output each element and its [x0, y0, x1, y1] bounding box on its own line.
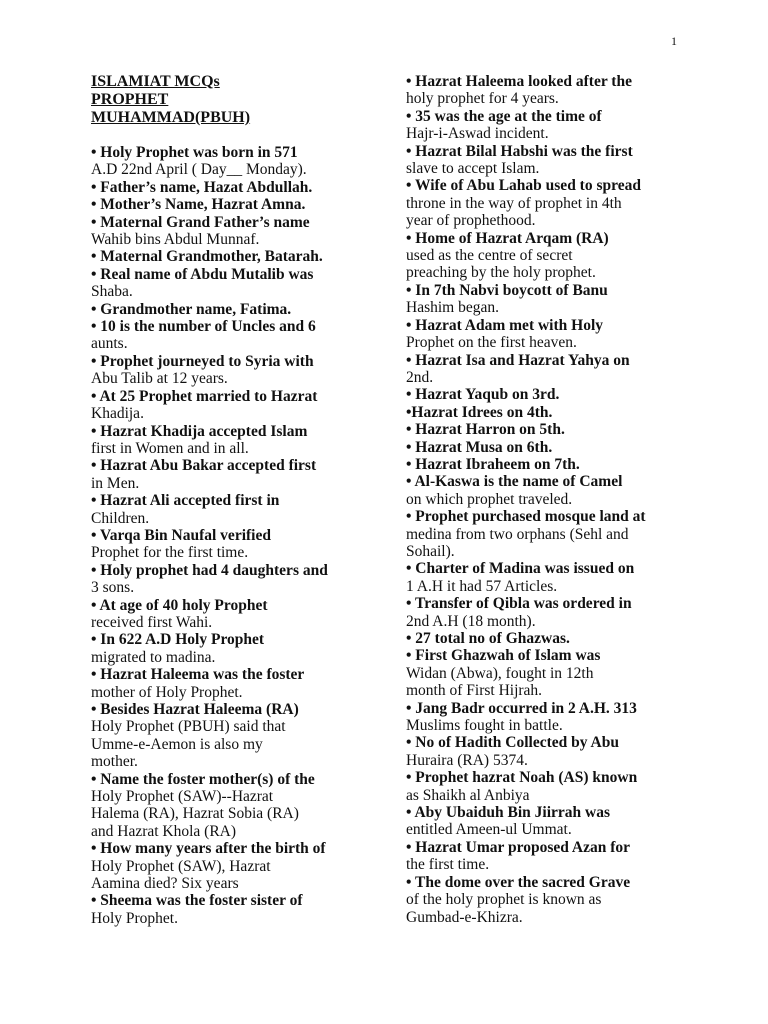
mcq-item [406, 700, 706, 735]
mcq-item [91, 666, 369, 701]
mcq-item [91, 771, 369, 841]
left-column [91, 73, 369, 927]
mcq-item-lead: • Holy Prophet was born in 571 [91, 144, 298, 161]
mcq-item-text: 3 sons. [91, 579, 135, 597]
mcq-item [406, 769, 706, 804]
mcq-item-text: used as the centre of secret preaching by the holy prophet. [406, 247, 596, 282]
mcq-item [406, 804, 706, 839]
mcq-item-lead: • Hazrat Yaqub on 3rd. [406, 386, 560, 404]
mcq-item-lead: • Sheema was the foster sister of [91, 892, 303, 910]
mcq-item-lead: • Hazrat Adam met with Holy [406, 316, 603, 334]
mcq-item-lead: • 35 was the age at the time of [406, 107, 602, 125]
mcq-item [91, 492, 369, 527]
mcq-item [406, 874, 706, 926]
mcq-item-text: Prophet on the first heaven. [406, 334, 577, 352]
mcq-item [91, 527, 369, 562]
mcq-item-lead: • First Ghazwah of Islam was [406, 647, 601, 665]
mcq-item-lead: • Al-Kaswa is the name of Camel [406, 473, 623, 491]
mcq-item [91, 318, 369, 353]
mcq-item-lead: • 10 is the number of Uncles and 6 [91, 318, 316, 336]
mcq-item-lead: • Prophet purchased mosque land at [406, 508, 646, 526]
mcq-item [406, 456, 706, 473]
mcq-item-text: throne in the way of prophet in 4th year of prophethood. [406, 194, 622, 230]
mcq-item-text: in Men. [91, 474, 140, 492]
mcq-item-lead: • Hazrat Ibraheem on 7th. [406, 455, 580, 473]
mcq-item [91, 388, 369, 423]
mcq-item-text: Holy Prophet (SAW), Hazrat Aamina died? Six years [91, 857, 271, 893]
mcq-item-lead: • Varqa Bin Naufal verified [91, 526, 271, 544]
mcq-item [91, 597, 369, 632]
mcq-item [91, 840, 369, 892]
page-number: 1 [671, 34, 677, 48]
mcq-item [91, 144, 369, 179]
title-line: MUHAMMAD(PBUH) [91, 109, 251, 126]
mcq-item-text: of the holy prophet is known as Gumbad-e-Khizra. [406, 891, 602, 926]
mcq-item-text: Prophet for the first time. [91, 544, 249, 562]
right-mcq-list [406, 73, 706, 926]
mcq-item-lead: • Father’s name, Hazat Abdullah. [91, 178, 313, 196]
mcq-item [406, 595, 706, 630]
mcq-item-lead: • Hazrat Haleema looked after the [406, 73, 632, 90]
mcq-item-text: holy prophet for 4 years. [406, 90, 559, 108]
mcq-item-lead: • Name the foster mother(s) of the [91, 770, 315, 788]
mcq-item-lead: • Hazrat Musa on 6th. [406, 438, 553, 456]
mcq-item-lead: • The dome over the sacred Grave [406, 873, 631, 891]
mcq-item [406, 473, 706, 508]
mcq-item-text: Abu Talib at 12 years. [91, 370, 228, 388]
mcq-item-text: 1 A.H it had 57 Articles. [406, 577, 558, 595]
mcq-item-lead: • Hazrat Abu Bakar accepted first [91, 457, 317, 475]
mcq-item-lead: • Transfer of Qibla was ordered in [406, 595, 632, 613]
mcq-item-text: Muslims fought in battle. [406, 717, 563, 735]
mcq-item-text: entitled Ameen-ul Ummat. [406, 821, 572, 839]
mcq-item [91, 701, 369, 771]
document-title [91, 73, 369, 127]
mcq-item-text: Shaba. [91, 283, 133, 301]
mcq-item-text: Holy Prophet (PBUH) said that Umme-e-Aemon is also my mother. [91, 718, 286, 771]
mcq-item-text: Widan (Abwa), fought in 12th month of First Hijrah. [406, 664, 594, 700]
mcq-item-text: Wahib bins Abdul Munnaf. [91, 231, 260, 249]
mcq-item-lead: • Prophet hazrat Noah (AS) known [406, 769, 638, 787]
mcq-item-lead: • Maternal Grand Father’s name [91, 213, 310, 231]
mcq-item-lead: • Real name of Abdu Mutalib was [91, 265, 314, 283]
mcq-item-lead: • At 25 Prophet married to Hazrat [91, 387, 318, 405]
title-line: ISLAMIAT MCQs [91, 73, 220, 90]
mcq-item-text: mother of Holy Prophet. [91, 683, 243, 701]
mcq-item-text: Hajr-i-Aswad incident. [406, 125, 549, 143]
mcq-item [406, 630, 706, 647]
mcq-item [406, 560, 706, 595]
mcq-item-text: the first time. [406, 856, 490, 874]
mcq-item-text: Holy Prophet (SAW)--Hazrat Halema (RA), Hazrat Sobia (RA) and Hazrat Khola (RA) [91, 788, 299, 840]
mcq-item-lead: • Jang Badr occurred in 2 A.H. 313 [406, 699, 637, 717]
mcq-item [91, 301, 369, 318]
mcq-item [406, 143, 706, 178]
mcq-item [91, 353, 369, 388]
mcq-item-text: medina from two orphans (Sehl and Sohail). [406, 525, 629, 560]
mcq-item [91, 423, 369, 458]
mcq-item-lead: • No of Hadith Collected by Abu [406, 734, 619, 752]
mcq-item [91, 196, 369, 213]
mcq-item-lead: • Hazrat Umar proposed Azan for [406, 838, 630, 856]
mcq-item [406, 404, 706, 421]
mcq-item-lead: • Home of Hazrat Arqam (RA) [406, 229, 609, 247]
mcq-item-lead: • In 7th Nabvi boycott of Banu [406, 281, 608, 299]
mcq-item-lead: • Hazrat Khadija accepted Islam [91, 422, 308, 440]
mcq-item-text: Children. [91, 509, 150, 527]
mcq-item-lead: • Charter of Madina was issued on [406, 560, 635, 578]
mcq-item-text: aunts. [91, 335, 128, 353]
mcq-item [406, 386, 706, 403]
mcq-item [406, 177, 706, 229]
mcq-item-lead: • Aby Ubaiduh Bin Jiirrah was [406, 804, 610, 822]
mcq-item-lead: • Maternal Grandmother, Batarah. [91, 248, 323, 266]
mcq-item-lead: • Holy prophet had 4 daughters and [91, 561, 328, 579]
mcq-item-text: on which prophet traveled. [406, 490, 573, 508]
mcq-item [91, 266, 369, 301]
mcq-item [406, 421, 706, 438]
mcq-item [406, 439, 706, 456]
mcq-item-text: 2nd. [406, 368, 434, 386]
mcq-item-text: first in Women and in all. [91, 439, 249, 457]
mcq-item [91, 631, 369, 666]
mcq-item [406, 734, 706, 769]
mcq-item-lead: • At age of 40 holy Prophet [91, 596, 268, 614]
mcq-item-lead: • Wife of Abu Lahab used to spread [406, 177, 641, 195]
mcq-item-text: received first Wahi. [91, 613, 213, 631]
mcq-item [406, 647, 706, 699]
mcq-item-lead: • Hazrat Ali accepted first in [91, 492, 280, 510]
mcq-item [406, 839, 706, 874]
mcq-item-lead: • Hazrat Haleema was the foster [91, 666, 305, 684]
mcq-item [406, 73, 706, 108]
mcq-item-text: slave to accept Islam. [406, 160, 540, 178]
mcq-item-lead: • Mother’s Name, Hazrat Amna. [91, 196, 306, 214]
mcq-item-lead: • How many years after the birth of [91, 840, 326, 858]
mcq-item-text: Hashim began. [406, 299, 499, 317]
mcq-item-lead: • In 622 A.D Holy Prophet [91, 631, 265, 649]
mcq-item-text: Holy Prophet. [91, 909, 178, 927]
mcq-item [406, 230, 706, 282]
right-column [406, 73, 706, 926]
mcq-item [91, 248, 369, 265]
mcq-item-text: 2nd A.H (18 month). [406, 612, 536, 630]
mcq-item-lead: • Besides Hazrat Haleema (RA) [91, 701, 299, 718]
mcq-item-text: Huraira (RA) 5374. [406, 751, 528, 769]
mcq-item [406, 508, 706, 560]
mcq-item [91, 179, 369, 196]
mcq-item-text: as Shaikh al Anbiya [406, 786, 530, 804]
mcq-item [91, 457, 369, 492]
mcq-item-lead: • Prophet journeyed to Syria with [91, 352, 314, 370]
mcq-item [406, 317, 706, 352]
mcq-item-text: Khadija. [91, 405, 144, 423]
mcq-item-text: migrated to madina. [91, 648, 216, 666]
mcq-item [406, 282, 706, 317]
mcq-item-lead: • 27 total no of Ghazwas. [406, 630, 570, 647]
mcq-item-lead: • Hazrat Isa and Hazrat Yahya on [406, 351, 630, 369]
mcq-item-lead: • Hazrat Bilal Habshi was the first [406, 142, 633, 160]
mcq-item-lead: • Grandmother name, Fatima. [91, 300, 292, 318]
mcq-item-lead: •Hazrat Idrees on 4th. [406, 403, 553, 421]
mcq-item-text: A.D 22nd April ( Day__ Monday). [91, 161, 307, 179]
mcq-item [91, 892, 369, 927]
mcq-item [406, 352, 706, 387]
mcq-item [91, 214, 369, 249]
title-line: PROPHET [91, 91, 169, 108]
mcq-item [406, 108, 706, 143]
left-mcq-list [91, 144, 369, 927]
mcq-item-lead: • Hazrat Harron on 5th. [406, 421, 565, 439]
mcq-item [91, 562, 369, 597]
